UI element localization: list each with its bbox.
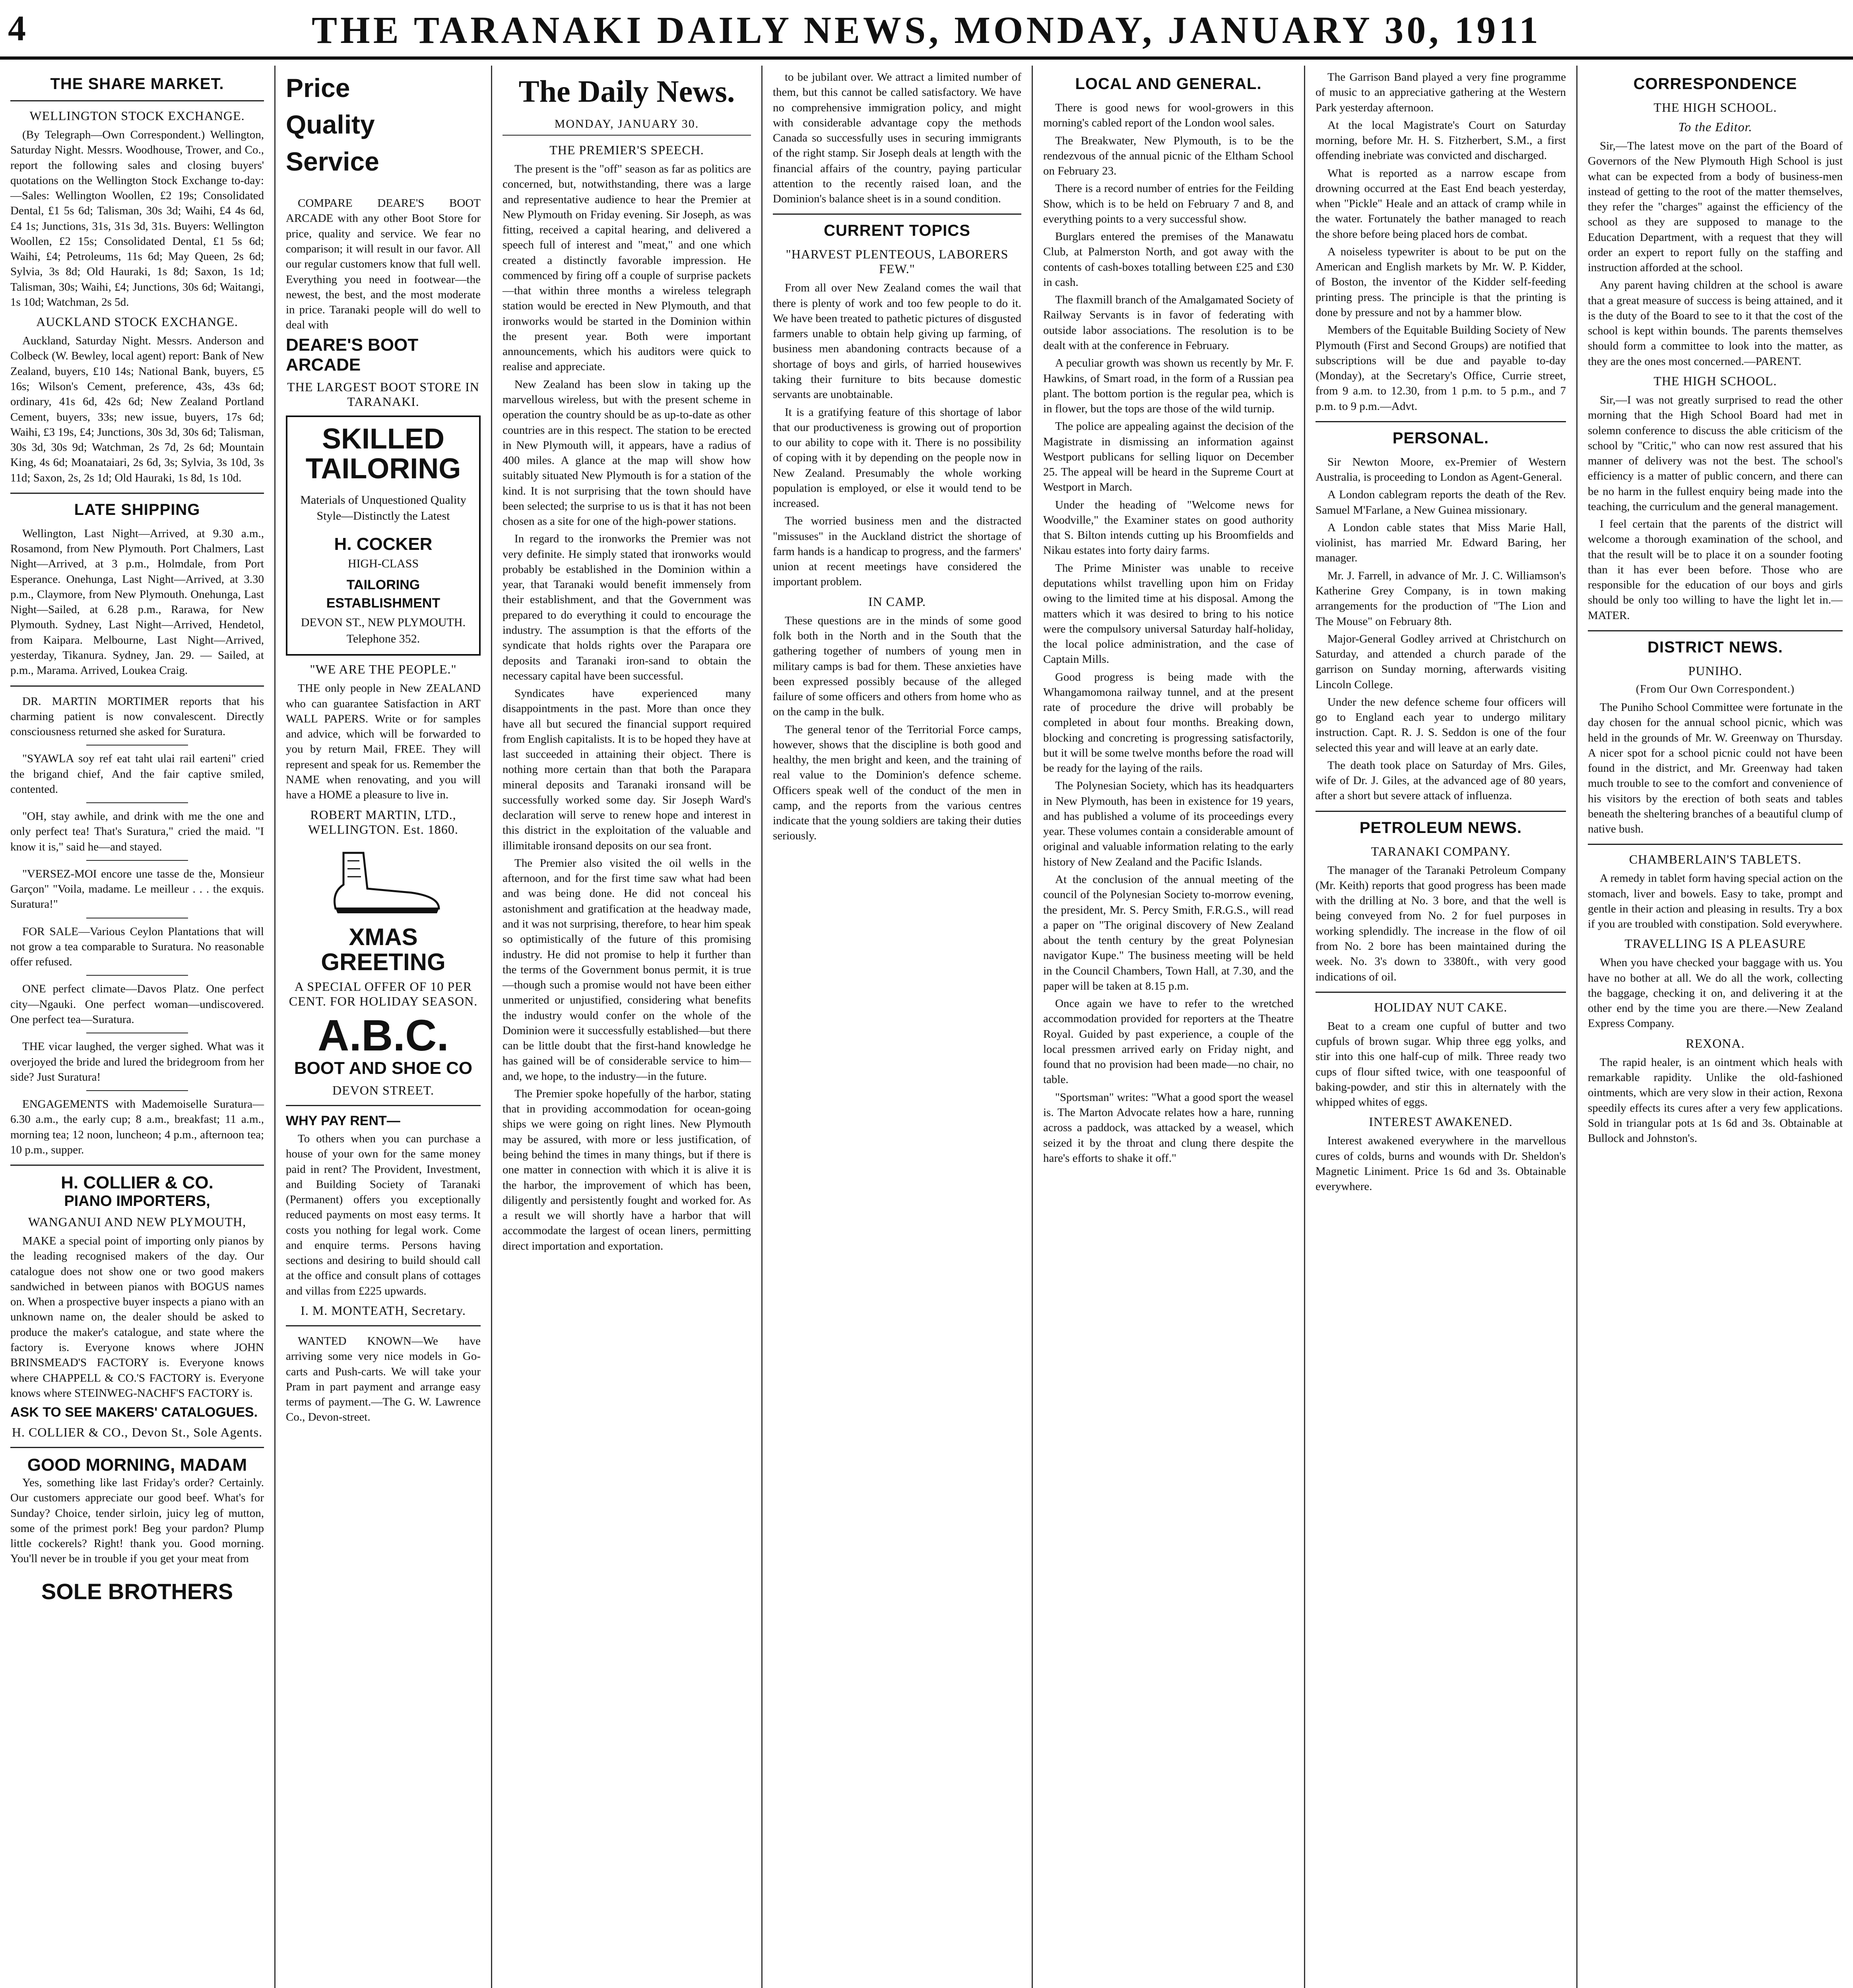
suratura-ad: "VERSEZ-MOI encore une tasse de the, Monsieur Garçon" "Voila, madame. Le meilleur . . . the exquis. Suratura!" xyxy=(10,867,264,911)
travel-body: When you have checked your baggage with us. You have no bother at all. We do all the work, collecting the baggage, checking it on, and delivering it at the other end by the time you are there.—New Zealand Express Company. xyxy=(1588,956,1843,1030)
collier-ad xyxy=(10,1173,264,1440)
nut-cake-heading: HOLIDAY NUT CAKE. xyxy=(1374,1000,1508,1014)
interest-body: Interest awakened everywhere in the marvellous cures of colds, burns and wounds with Dr. Sheldon's Magnetic Liniment. Price 1s 6d and 3s. Obtainable everywhere. xyxy=(1316,1134,1566,1193)
puniho-subheading: PUNIHO. xyxy=(1688,663,1742,678)
to-editor: To the Editor. xyxy=(1678,120,1752,134)
nut-cake-body: Beat to a cream one cupful of butter and two cupfuls of brown sugar. Whip three egg yolks, and stir into this one half-cup of milk. Three ready two cups of flour sifted twice, with one teaspoonful of baking-powder, and stir this in alternately with the whipped whites of eggs. xyxy=(1316,1019,1566,1109)
in-camp-body: These questions are in the minds of some good folk both in the North and in the South that the gathering together of numbers of young men in military camps is bad for them. These anxieties have been expressed possibly because of the alleged failure of some officers and others from home who as on the camp in the bulk. The general tenor of the Territorial Force camps, however, shows that the discipline is both good and healthy, the men bright and keen, and the training of real value to the Dominion's defence scheme. Officers speak well of the conduct of the men in camp, and the reports from the various centres indicate that the young soldiers are taking their duties seriously. xyxy=(773,614,1021,843)
cocker-grade: HIGH-CLASS xyxy=(347,557,419,571)
suratura-ad: "OH, stay awhile, and drink with me the one and only perfect tea! That's Suratura," cried the maid. "I know it is," said he—and stayed. xyxy=(10,810,264,853)
column-1 xyxy=(0,66,274,1988)
rent-signature: I. M. MONTEATH, Secretary. xyxy=(301,1303,466,1318)
current-topics-body: From all over New Zealand comes the wail that there is plenty of work and too few people to do it. We have been treated to pathetic pictures of disgusted farmers unable to obtain help giving up farming, of business men abandoning contracts because of a shortage of boys and girls, of harried housewives taking their furniture to bits because domestic servants are unobtainable. It is a gratifying feature of this shortage of labor that our productiveness is growing out of proportion to our ability to cope with it. There is no possibility of coping with it by depending on the people now in New Zealand. Presumably the whole working population is employed, or else it would tend to be increased. The worried business men and the distracted "missuses" in the Auckland district the shortage of farm hands is a handicap to progress, and the farmers' union at recent meetings have considered the important problem. xyxy=(773,282,1021,588)
abc-address: DEVON STREET. xyxy=(332,1083,434,1098)
paper-nameplate: The Daily News. xyxy=(518,74,735,109)
suratura-ad: "SYAWLA soy ref eat taht ulai rail earteni" cried the brigand chief, And the fair captive smiled, contented. xyxy=(10,752,264,796)
abc-subtitle: BOOT AND SHOE CO xyxy=(294,1058,473,1078)
collier-ask: ASK TO SEE MAKERS' CATALOGUES. xyxy=(10,1405,258,1420)
collier-location: WANGANUI AND NEW PLYMOUTH, xyxy=(28,1215,246,1229)
deare-tagline: THE LARGEST BOOT STORE IN TARANAKI. xyxy=(287,379,479,409)
column-3 xyxy=(491,66,761,1988)
page-number: 4 xyxy=(8,9,26,48)
xmas-heading: XMAS GREETING xyxy=(321,923,446,975)
masthead-title: THE TARANAKI DAILY NEWS, MONDAY, JANUARY 30, 1911 xyxy=(311,9,1542,51)
masthead xyxy=(0,0,1853,60)
divider xyxy=(1316,992,1566,993)
high-school-subheading: THE HIGH SCHOOL. xyxy=(1653,100,1777,115)
column-5 xyxy=(1032,66,1304,1988)
slogan-line: Service xyxy=(286,146,379,176)
puniho-note: (From Our Own Correspondent.) xyxy=(1636,683,1795,695)
rent-heading: WHY PAY RENT— xyxy=(286,1113,400,1129)
cocker-name: H. COCKER xyxy=(334,534,433,554)
suratura-ad: DR. MARTIN MORTIMER reports that his charming patient is now convalescent. Directly consciousness returned she asked for Suratura. xyxy=(10,695,264,738)
personal-body: Sir Newton Moore, ex-Premier of Western Australia, is proceeding to London as Agent-General. A London cablegram reports the death of the Rev. Samuel M'Farlane, a New Guinea missionary. A London cable states that Miss Marie Hall, violinist, has married Mr. Edward Baring, her manager. Mr. J. Farrell, in advance of Mr. J. C. Williamson's Katherine Grey Company, is in town making arrangements for the production of "The Lion and The Mouse" on February 8th. Major-General Godley arrived at Christchurch on Saturday, and attended a church parade of the garrison on Sunday morning, afterwards visiting Lincoln College. Under the new defence scheme four officers will go to England each year to undergo military instruction. Capt. R. J. S. Seddon is one of the four selected this year and will leave at an early date. The death took place on Saturday of Mrs. Giles, wife of Dr. J. Giles, at the advanced age of 80 years, after a short but severe attack of influenza. xyxy=(1316,455,1566,802)
share-market-report: (By Telegraph—Own Correspondent.) Wellington, Saturday Night. Messrs. Woodhouse, Trower, and Co., report the following sales and closing buyers' quotations on the Wellington Stock Exchange to-day:—Sales: Wellington Woollen, £2 19s; Consolidated Dental, £1 5s 6d; Talisman, 30s 3d; Waihi, £4 4s 6d, £4 1s; Junctions, 31s, 31s 3d, 31s. Buyers: Wellington Woollen, £2 15s; Consolidated Dental, £1 5s 6d; Waihi, £4; Petroleums, 11s 6d; May Queen, 2s 6d; Sylvia, 3s 8d; Old Hauraki, 1s 8d; Saxon, 1s 1d; Talisman, 30s; Waihi, £4; Junctions, 30s 6d; Waitangi, 1s 10d; Watchman, 2s 5d. xyxy=(10,128,264,309)
cocker-address: DEVON ST., NEW PLYMOUTH. xyxy=(301,616,466,629)
wanted-notice: WANTED KNOWN—We have arriving some very nice models in Go-carts and Push-carts. We will take your Pram in part payment and arrange easy terms of payment.—The G. W. Lawrence Co., Devon-street. xyxy=(286,1334,481,1424)
cocker-establishment: TAILORING ESTABLISHMENT xyxy=(326,577,440,611)
page-columns xyxy=(0,66,1853,1988)
local-general-continuation: The Garrison Band played a very fine programme of music to an appreciative gathering at the Western Park yesterday afternoon. At the local Magistrate's Court on Saturday morning, before Mr. H. S. Fitzherbert, S.M., a first offending inebriate was convicted and discharged. What is reported as a narrow escape from drowning occurred at the East End beach yesterday, when "Pickle" Heale and an attack of cramp while in the water. Fortunately the bather managed to reach the shore before being placed hors de combat. A noiseless typewriter is about to be put on the American and English markets by Mr. W. P. Kidder, of Boston, the inventor of the Kidder self-feeding printing press. The principle is that the printing is done by pressure and not by a hammer blow. Members of the Equitable Building Society of New Plymouth (First and Second Groups) are notified that subscriptions will be due and payable to-day (Monday), at the Secretary's Office, Currie street, from 9 a.m. to 12.30, from 1 p.m. to 5 p.m., and 7 p.m. to 9 p.m.—Advt. xyxy=(1316,71,1566,413)
auckland-subheading: AUCKLAND STOCK EXCHANGE. xyxy=(36,315,238,329)
petroleum-body: The manager of the Taranaki Petroleum Company (Mr. Keith) reports that good progress has been made with the drilling at No. 3 bore, and that the well is being conveyed from No. 2 for fuel purposes in working splendidly. The increase in the flow of oil from No. 2 bore has been maintained during the week. No. 3's down to 3380ft., with very good indications of oil. xyxy=(1316,864,1566,983)
local-general-body: There is good news for wool-growers in this morning's cabled report of the London wool sales. The Breakwater, New Plymouth, is to be the rendezvous of the annual picnic of the Eltham School on February 23. There is a record number of entries for the Feilding Show, which is to be held on February 7 and 8, and everything points to a very successful show. Burglars entered the premises of the Manawatu Club, at Palmerston North, and got away with the contents of cash-boxes totalling between £25 and £30 in cash. The flaxmill branch of the Amalgamated Society of Railway Servants is in favor of federating with outside labor associations. The resolution is to be dealt with at the conference in February. A peculiar growth was shown us recently by Mr. F. Hawkins, of Smart road, in the form of a Russian pea plant. The bottom portion is the regular pea, which is in flower, but the tops are those of the wild turnip. The police are appealing against the decision of the Magistrate in dismissing an information against Westport publicans for selling liquor on December 25. The appeal will be heard in the Supreme Court at Westport in March. Under the heading of "Welcome news for Woodville," the Examiner states on good authority that S. Bilton intends cutting up his Broomfields and Nikau estates into forty dairy farms. The Prime Minister was unable to receive deputations whilst travelling upon him on Friday owing to the limited time at his disposal. Among the matters which it was desired to bring to his notice were the compulsory universal Saturday half-holiday, the local police administration, and the case of Captain Mills. Good progress is being made with the Whangamomona railway tunnel, and at the present rate of procedure the drive will probably be completed in about four months. Breaking down, blocking and concreting is progressing satisfactorily, but it will be some twelve months before the road will be ready for the laying of the rails. The Polynesian Society, which has its headquarters in New Plymouth, has been in existence for 19 years, and has published a volume of its proceedings every year. These volumes contain a considerable amount of original and valuable information relating to the early history of New Zealand and the Pacific Islands. At the conclusion of the annual meeting of the council of the Polynesian Society to-morrow evening, the president, Mr. S. Percy Smith, F.R.G.S., will read a paper on "The original discovery of New Zealand about the tenth century by the great Polynesian navigator Kupe." The business meeting will be held in the Council Chambers, Town Hall, at 7.30, and the paper will be taken at 8.15 p.m. Once again we have to refer to the wretched accommodation provided for reporters at the Theatre Royal. Guided by past experience, a couple of the local pressmen arrived early on Friday night, and found that no provision had been made—no chair, no table. "Sportsman" writes: "What a good sport the weasel is. The Marton Advocate relates how a hare, running across a paddock, was attacked by a weasel, which seized it by the throat and clung there despite the hare's efforts to shake it off." xyxy=(1043,101,1294,1165)
deare-body: COMPARE DEARE'S BOOT ARCADE with any other Boot Store for price, quality and service. We fear no comparison; it will result in our favor. All our regular customers know that full well. Everything you need in footwear—the newest, the best, and the most moderate in price. Taranaki people will do well to deal with xyxy=(286,197,481,332)
rent-body: To others when you can purchase a house of your own for the same money paid in rent? The Provident, Investment, and Building Society of Taranaki (Permanent) offers you exceptionally reduced payments on most easy terms. It costs you nothing for legal work. Come and enquire terms. Persons having sections and desiring to build should call at the office and consult plans of cottages and villas from £225 upwards. xyxy=(286,1132,481,1297)
dateline: MONDAY, JANUARY 30. xyxy=(503,117,751,136)
slogan-line: Price xyxy=(286,73,350,103)
people-signature: ROBERT MARTIN, LTD., WELLINGTON. Est. 1860. xyxy=(308,807,458,837)
tablets-body: A remedy in tablet form having special action on the stomach, liver and bowels. Easy to take, prompt and gentle in their action and pleasing in results. Try a box if you are troubled with constipation. Sold everywhere. xyxy=(1588,872,1843,931)
good-morning-heading: GOOD MORNING, MADAM xyxy=(27,1455,247,1475)
suratura-ads xyxy=(10,694,264,1158)
divider xyxy=(1316,421,1566,422)
divider xyxy=(1588,630,1843,631)
high-school-letter: Sir,—The latest move on the part of the Board of Governors of the New Plymouth High School is just what can be expected from a body of business-men instead of getting to the root of the matter themselves, they refer the "charges" against the efficiency of the school as they are supposed to manage to the Education Department, with a request that they will order an expert to report fully on the staffing and instruction afforded at the school. Any parent having children at the school is aware that a great measure of success is being attained, and it is the duty of the Board to see to it that the cost of the school is kept within bounds. The parents themselves should form a committee to look into the matter, as they are the ones most concerned.—PARENT. xyxy=(1588,140,1843,368)
people-body: THE only people in New ZEALAND who can guarantee Satisfaction in ART WALL PAPERS. Write or for samples and advice, which will be forwarded to you by return Mail, FREE. They will represent and speak for us. Remember the NAME when renovating, and you will have a HOME a pleasure to live in. xyxy=(286,682,481,802)
share-market-subheading: WELLINGTON STOCK EXCHANGE. xyxy=(29,109,245,123)
deare-name: DEARE'S BOOT ARCADE xyxy=(286,335,419,375)
editorial-heading: THE PREMIER'S SPEECH. xyxy=(549,143,704,157)
divider xyxy=(10,1165,264,1166)
column-7 xyxy=(1576,66,1853,1988)
collier-name: H. COLLIER & CO. xyxy=(61,1173,213,1193)
collier-signature: H. COLLIER & CO., Devon St., Sole Agents. xyxy=(12,1425,263,1440)
current-topics-subheading: "HARVEST PLENTEOUS, LABORERS FEW." xyxy=(786,247,1009,276)
puniho-body: The Puniho School Committee were fortunate in the day chosen for the annual school picnic, which was held in the grounds of Mr. W. Greenway on Thursday. A nicer spot for a school picnic could not have been found in the district, and Mr. Greenway had taken much trouble to see to the comfort and convenience of his visitors by the erection of both seats and tables beneath the sheltering branches of a beautiful clump of native bush. xyxy=(1588,701,1843,836)
editorial-continuation: to be jubilant over. We attract a limited number of them, but this cannot be called satisfactory. We have no comprehensive immigration policy, and might with considerable advantage copy the methods Canada so successfully uses in securing immigrants of the right stamp. Sir Joseph deals at length with the financial affairs of the country, paying particular attention to the recently raised loan, and the Dominion's balance sheet is in a sound condition. xyxy=(773,71,1021,206)
suratura-ad: ENGAGEMENTS with Mademoiselle Suratura—6.30 a.m., the early cup; 8 a.m., breakfast; 11 a.m., morning tea; 12 noon, luncheon; 4 p.m., afternoon tea; 10 p.m., supper. xyxy=(10,1098,264,1156)
rexona-body: The rapid healer, is an ointment which heals with remarkable rapidity. Unlike the old-fashioned ointments, which are very slow in their action, Rexona speedily effects its cures after a very few applications. Sold in triangular pots at 1s 6d and 3s. Obtainable at Bullock and Johnston's. xyxy=(1588,1056,1843,1145)
high-school-letter-2: Sir,—I was not greatly surprised to read the other morning that the High School Board had met in solemn conference to discuss the able criticism of the school by "Critic," who can now rest assured that his manner of delivery was not the best. The school's efficiency is a matter of public concern, and there can be no harm in the fullest enquiry being made into the teaching, the curriculum and the general management. I feel certain that the parents of the district will welcome a thorough examination of the school, and that the result will be to place it on a sounder footing than it has ever been before. Those who are responsible for the education of our boys and girls should be only too willing to have the light let in.—MATER. xyxy=(1588,393,1843,622)
shipping-report: Wellington, Last Night—Arrived, at 9.30 a.m., Rosamond, from New Plymouth. Port Chalmers, Last Night—Arrived, at 3 p.m., Holmdale, from Port Esperance. Onehunga, Last Night—Arrived, at 3.30 p.m., Claymore, from New Plymouth. Onehunga, Last Night—Sailed, at 6.28 p.m., Rarawa, for New Plymouth. Sydney, Last Night—Arrived, Hendetol, from Kaipara. Melbourne, Last Night—Arrived, yesterday, Tikanura. Sydney, Jan. 29. — Sailed, at p.m., Marama. Arrived, Loukea Craig. xyxy=(10,527,264,677)
boot-icon xyxy=(320,845,447,916)
deare-slogan xyxy=(286,70,481,180)
interest-heading: INTEREST AWAKENED. xyxy=(1369,1114,1513,1129)
collier-body: MAKE a special point of importing only pianos by the leading recognised makers of the day. Our catalogue does not show one or two good makers sandwiched in between pianos with BOGUS names on. When a prospective buyer inspects a piano with an unknown name on, the dealer should be asked to produce the maker's catalogue, and state where the factory is. Everyone knows where JOHN BRINSMEAD'S FACTORY is. Everyone knows where CHAPPELL & CO.'S FACTORY is. Everyone knows where STEINWEG-NACHF'S FACTORY is. xyxy=(10,1235,264,1400)
divider xyxy=(1588,844,1843,845)
cocker-ad xyxy=(286,415,481,656)
good-morning-body: Yes, something like last Friday's order? Certainly. Our customers appreciate our good beef. What's for Sunday? Choice, tender sirloin, juicy leg of mutton, some of the primest pork! Beg your pardon? Plump little cockerels? Right! thank you. Good morning. You'll never be in trouble if you get your meat from xyxy=(10,1476,264,1565)
cocker-headline: SKILLED TAILORING xyxy=(305,423,461,485)
high-school-subheading-2: THE HIGH SCHOOL. xyxy=(1653,373,1777,388)
collier-subtitle: PIANO IMPORTERS, xyxy=(64,1193,210,1210)
abc-heading: A.B.C. xyxy=(318,1011,449,1060)
suratura-ad: THE vicar laughed, the verger sighed. What was it overjoyed the bride and lured the bridegroom from her side? Just Suratura! xyxy=(10,1040,264,1083)
in-camp-heading: IN CAMP. xyxy=(868,594,926,609)
cocker-text: Materials of Unquestioned Quality Style—Distinctly the Latest xyxy=(300,493,466,523)
travel-heading: TRAVELLING IS A PLEASURE xyxy=(1624,936,1806,951)
petroleum-subheading: TARANAKI COMPANY. xyxy=(1371,844,1511,858)
people-heading: "WE ARE THE PEOPLE." xyxy=(310,662,457,677)
xmas-offer: A SPECIAL OFFER OF 10 PER CENT. FOR HOLIDAY SEASON. xyxy=(289,979,478,1008)
column-4 xyxy=(761,66,1032,1988)
tablets-heading: CHAMBERLAIN'S TABLETS. xyxy=(1629,852,1802,867)
column-2 xyxy=(274,66,491,1988)
divider xyxy=(773,214,1021,215)
divider xyxy=(1316,811,1566,812)
auckland-report: Auckland, Saturday Night. Messrs. Anderson and Colbeck (W. Bewley, local agent) report: Bank of New Zealand, buyers, £10 14s; National Bank, buyers, £5 16s; Wilson's Cement, preference, 43s, 43s 6d; ordinary, 41s 6d, 42s 6d; New Zealand Portland Cement, buyers, 33s; new issue, buyers, 17s 6d; Waihi, £3 19s, £4; Junctions, 30s 3d, 30s 6d; Talisman, 30s 3d, 30s 9d; Watchman, 2s 7d, 2s 6d; Mountain King, 4s 6d; Moanataiari, 2s 6d, 3s; Sylvia, 3s 10d, 3s 11d; Saxon, 2s, 2s 1d; Old Hauraki, 1s 8d, 1s 10d. xyxy=(10,334,264,484)
petroleum-heading: PETROLEUM NEWS. xyxy=(1359,819,1522,837)
correspondence-heading: CORRESPONDENCE xyxy=(1633,75,1797,93)
shipping-heading: LATE SHIPPING xyxy=(74,501,200,518)
rexona-heading: REXONA. xyxy=(1686,1036,1745,1050)
slogan-line: Quality xyxy=(286,110,375,140)
divider xyxy=(10,100,264,101)
divider xyxy=(10,493,264,494)
column-6 xyxy=(1304,66,1576,1988)
cocker-telephone: Telephone 352. xyxy=(346,632,420,645)
divider xyxy=(286,1105,481,1106)
local-general-heading: LOCAL AND GENERAL. xyxy=(1075,75,1262,93)
divider xyxy=(10,1447,264,1448)
personal-heading: PERSONAL. xyxy=(1392,429,1489,447)
editorial-body: The present is the "off" season as far as politics are concerned, but, notwithstanding, there was a large and representative audience to hear the Premier at New Plymouth on Friday evening. Sir Joseph, as was fitting, received a capital hearing, and delivered a speech full of interest and "meat," and one which created a distinctly favorable impression. He commenced by firing off a couple of surprise packets—that within three months a wireless telegraph station would be erected in New Plymouth, and that ironworks would be started in the Dominion within the present year. Both were important announcements, which his auditors were quick to realise and appreciate. New Zealand has been slow in taking up the marvellous wireless, but with the present scheme in operation the country should be as up-to-date as other countries are in this respect. The station to be erected in New Plymouth will, it appears, have a radius of 400 miles. A glance at the map will show how suitably situated New Plymouth is for a station of the kind. It is not surprising that the town should have been selected; the surprise to us is that it has not been chosen as a site for one of the high-power stations. In regard to the ironworks the Premier was not very definite. He simply stated that ironworks would probably be established in the Dominion within a year, that Taranaki would benefit immensely from their establishment, and that the Government was prepared to do everything it could to encourage the industry. The assumption is that the efforts of the syndicate that holds rights over the Parapara ore deposits and Taranaki iron-sand to obtain the necessary capital have been successful. Syndicates have experienced many disappointments in the past. More than once they have all but secured the financial support required from English capitalists. It is to be hoped they have at last succeeded in attaining their object. There is nothing more certain than that both the Parapara mineral deposits and Taranaki ironsand will be successfully worked some day. Sir Joseph Ward's declaration will serve to renew hope and interest in this district in the exploitation of the valuable and illimitable ironsand deposits on our sea front. The Premier also visited the oil wells in the afternoon, and for the first time saw what had been and was being done. He did not conceal his astonishment and gratification at the headway made, and it was not surprising, therefore, to hear him speak so optimistically of the future of this promising industry. He did not promise to help it further than the terms of the Government bonus permit, it is true—though such a promise would not have been either unmerited or unjustified, considering what benefits the industry would confer on the whole of the Dominion were it successfully established—but there can be little doubt that the first-hand knowledge he has gained will be of considerable service to him—and, we hope, to the industry—in the future. The Premier spoke hopefully of the harbor, stating that in providing accommodation for ocean-going ships we were going on right lines. New Plymouth may be assured, with more or less justification, of being behind the times in many things, but if there is one matter in connection with which it is alive it is the harbor, the improvement of which has been, diligently and persistently fought and worked for. As a result we will shortly have a harbor that will accommodate the largest of ocean liners, permitting direct importation and exportation. xyxy=(503,163,751,1252)
divider xyxy=(286,1325,481,1326)
sole-brothers: SOLE BROTHERS xyxy=(41,1578,233,1604)
divider xyxy=(10,685,264,687)
suratura-ad: ONE perfect climate—Davos Platz. One perfect city—Ngauki. One perfect woman—undiscovered. One perfect tea—Suratura. xyxy=(10,982,264,1026)
district-news-heading: DISTRICT NEWS. xyxy=(1647,638,1783,656)
suratura-ad: FOR SALE—Various Ceylon Plantations that will not grow a tea comparable to Suratura. No reasonable offer refused. xyxy=(10,925,264,969)
current-topics-heading: CURRENT TOPICS xyxy=(824,222,970,240)
share-market-heading: THE SHARE MARKET. xyxy=(50,75,224,93)
